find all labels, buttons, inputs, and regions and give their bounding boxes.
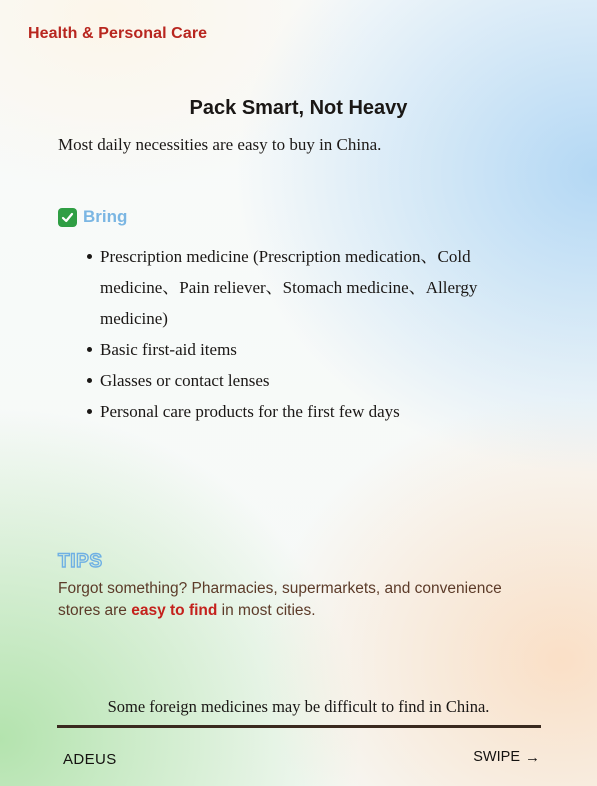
- list-item-text: Glasses or contact lenses: [100, 371, 270, 390]
- divider: [57, 725, 541, 728]
- bullet-icon: [87, 347, 92, 352]
- bullet-icon: [87, 378, 92, 383]
- list-item: [84, 241, 514, 334]
- list-item-text: Basic first-aid items: [100, 340, 237, 359]
- footnote: Some foreign medicines may be difficult to find in China.: [107, 697, 490, 716]
- list-item: [84, 334, 514, 365]
- category-label: Health & Personal Care: [28, 25, 208, 42]
- bullet-icon: [87, 409, 92, 414]
- tips-text-after: in most cities.: [217, 602, 316, 619]
- bring-list: [84, 241, 514, 427]
- arrow-right-icon: →: [525, 748, 540, 766]
- swipe-button[interactable]: [473, 749, 540, 765]
- bring-heading: [58, 207, 127, 227]
- bring-label: Bring: [83, 207, 128, 226]
- list-item: [84, 396, 514, 427]
- tips-title: TIPS: [58, 551, 103, 572]
- tips-text-before: Forgot something? Pharmacies, supermarkets, and convenience stores are: [58, 580, 502, 619]
- bullet-icon: [87, 254, 92, 259]
- tips-highlight: easy to find: [131, 602, 218, 619]
- check-mark-icon: [58, 208, 77, 227]
- page-title: Pack Smart, Not Heavy: [189, 97, 408, 119]
- list-item: [84, 365, 514, 396]
- swipe-label: SWIPE: [473, 749, 520, 765]
- brand-logo: ADEUS: [63, 751, 117, 768]
- intro-text: Most daily necessities are easy to buy in China.: [58, 135, 382, 154]
- tips-text: [58, 578, 528, 622]
- list-item-text: Personal care products for the first few days: [100, 402, 400, 421]
- list-item-text: Prescription medicine (Prescription medication、Cold medicine、Pain reliever、Stomach medicine、Allergy medicine): [100, 247, 478, 328]
